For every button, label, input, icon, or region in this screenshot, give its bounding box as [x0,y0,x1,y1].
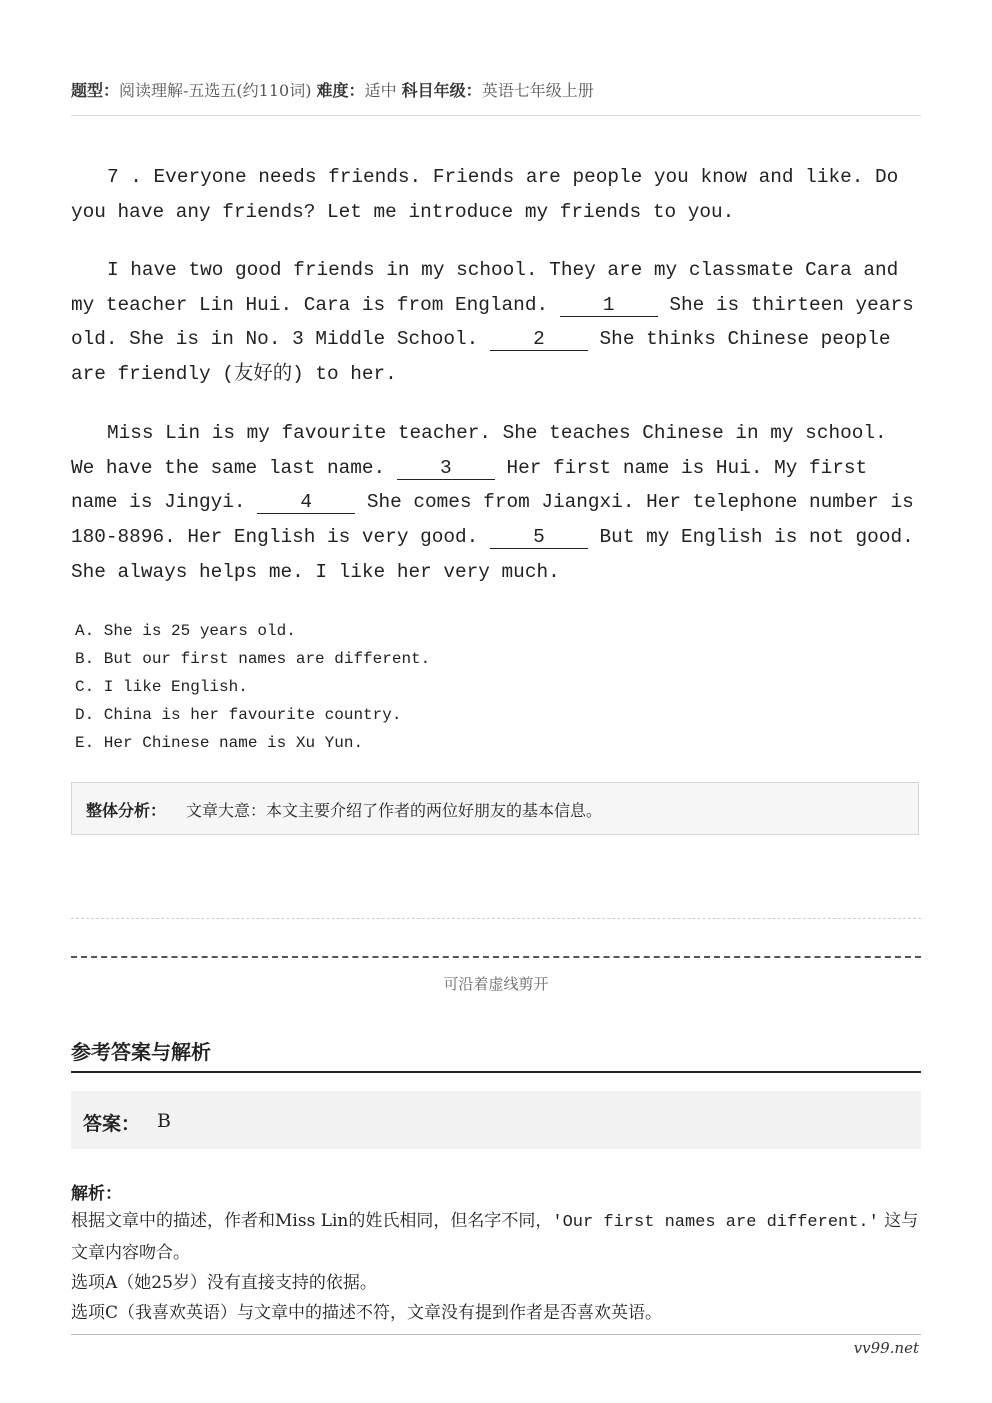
option-d: D. China is her favourite country. [75,706,402,724]
passage-paragraph-1: 7 . Everyone needs friends. Friends are people you know and like. Do you have any friends? Let me introduce my friends to you. [71,166,899,223]
analysis-label: 整体分析： [86,801,167,820]
blank-3: 3 [397,457,495,480]
explanation-line-2: 选项A（她25岁）没有直接支持的依据。 [71,1273,377,1293]
answer-box [71,1091,921,1149]
answer-label: 答案： [83,1113,141,1135]
explanation-label: 解析： [71,1184,122,1204]
blank-5: 5 [490,526,588,549]
footer-site-mark: vv99.net [853,1339,919,1357]
difficulty-label: 难度： [316,81,365,100]
explanation-line-3: 选项C（我喜欢英语）与文章中的描述不符，文章没有提到作者是否喜欢英语。 [71,1303,663,1323]
p2-text-b: She is thirteen years old. She is in No. 3 Middle School. [71,293,914,351]
answer-options [75,617,430,757]
dashed-divider-light [71,918,921,919]
passage-paragraph-2 [71,253,921,392]
blank-1: 1 [560,294,658,317]
option-e: E. Her Chinese name is Xu Yun. [75,734,364,752]
p3-text-c: She comes from Jiangxi. Her telephone number is 180-8896. Her English is very good. [71,491,914,549]
overall-analysis-box [71,782,919,835]
footer-divider [71,1334,921,1335]
type-label: 题型： [71,81,120,100]
explanation-line-1-quote: 'Our first names are different.' [552,1213,879,1232]
answers-section-title: 参考答案与解析 [71,1040,211,1064]
passage-paragraph-3 [71,416,921,590]
p3-text-b: Her first name is Hui. My first name is Jingyi. [71,456,868,514]
explanation-line-1-c: 这与文章内容吻合。 [71,1211,919,1263]
p2-text-a: I have two good friends in my school. They are my classmate Cara and my teacher Lin Hui. Cara is from England. [71,259,899,316]
p2-text-c: She thinks Chinese people are friendly (友好的) to her. [71,328,891,386]
cut-line [71,956,921,958]
answer-value: B [157,1110,171,1132]
blank-2: 2 [490,328,588,351]
grade-value: 英语七年级上册 [481,81,594,100]
type-value: 阅读理解-五选五(约110词) [119,81,312,100]
top-divider [71,115,921,116]
difficulty-value: 适中 [364,81,397,100]
p3-text-a: Miss Lin is my favourite teacher. She teaches Chinese in my school. We have the same last name. [71,422,887,479]
cut-hint: 可沿着虚线剪开 [443,975,549,993]
answers-divider [71,1071,921,1073]
analysis-text: 文章大意：本文主要介绍了作者的两位好朋友的基本信息。 [186,801,603,820]
option-a: A. She is 25 years old. [75,622,296,640]
explanation-body [71,1206,921,1328]
option-b: B. But our first names are different. [75,650,431,668]
explanation-line-1-a: 根据文章中的描述，作者和Miss Lin的姓氏相同，但名字不同， [71,1211,553,1231]
option-c: C. I like English. [75,678,248,696]
explanation-line-1 [71,1206,921,1268]
question-meta [71,78,921,101]
blank-4: 4 [257,491,355,514]
p3-text-d: But my English is not good. She always helps me. I like her very much. [71,526,914,583]
grade-label: 科目年级： [401,81,482,100]
